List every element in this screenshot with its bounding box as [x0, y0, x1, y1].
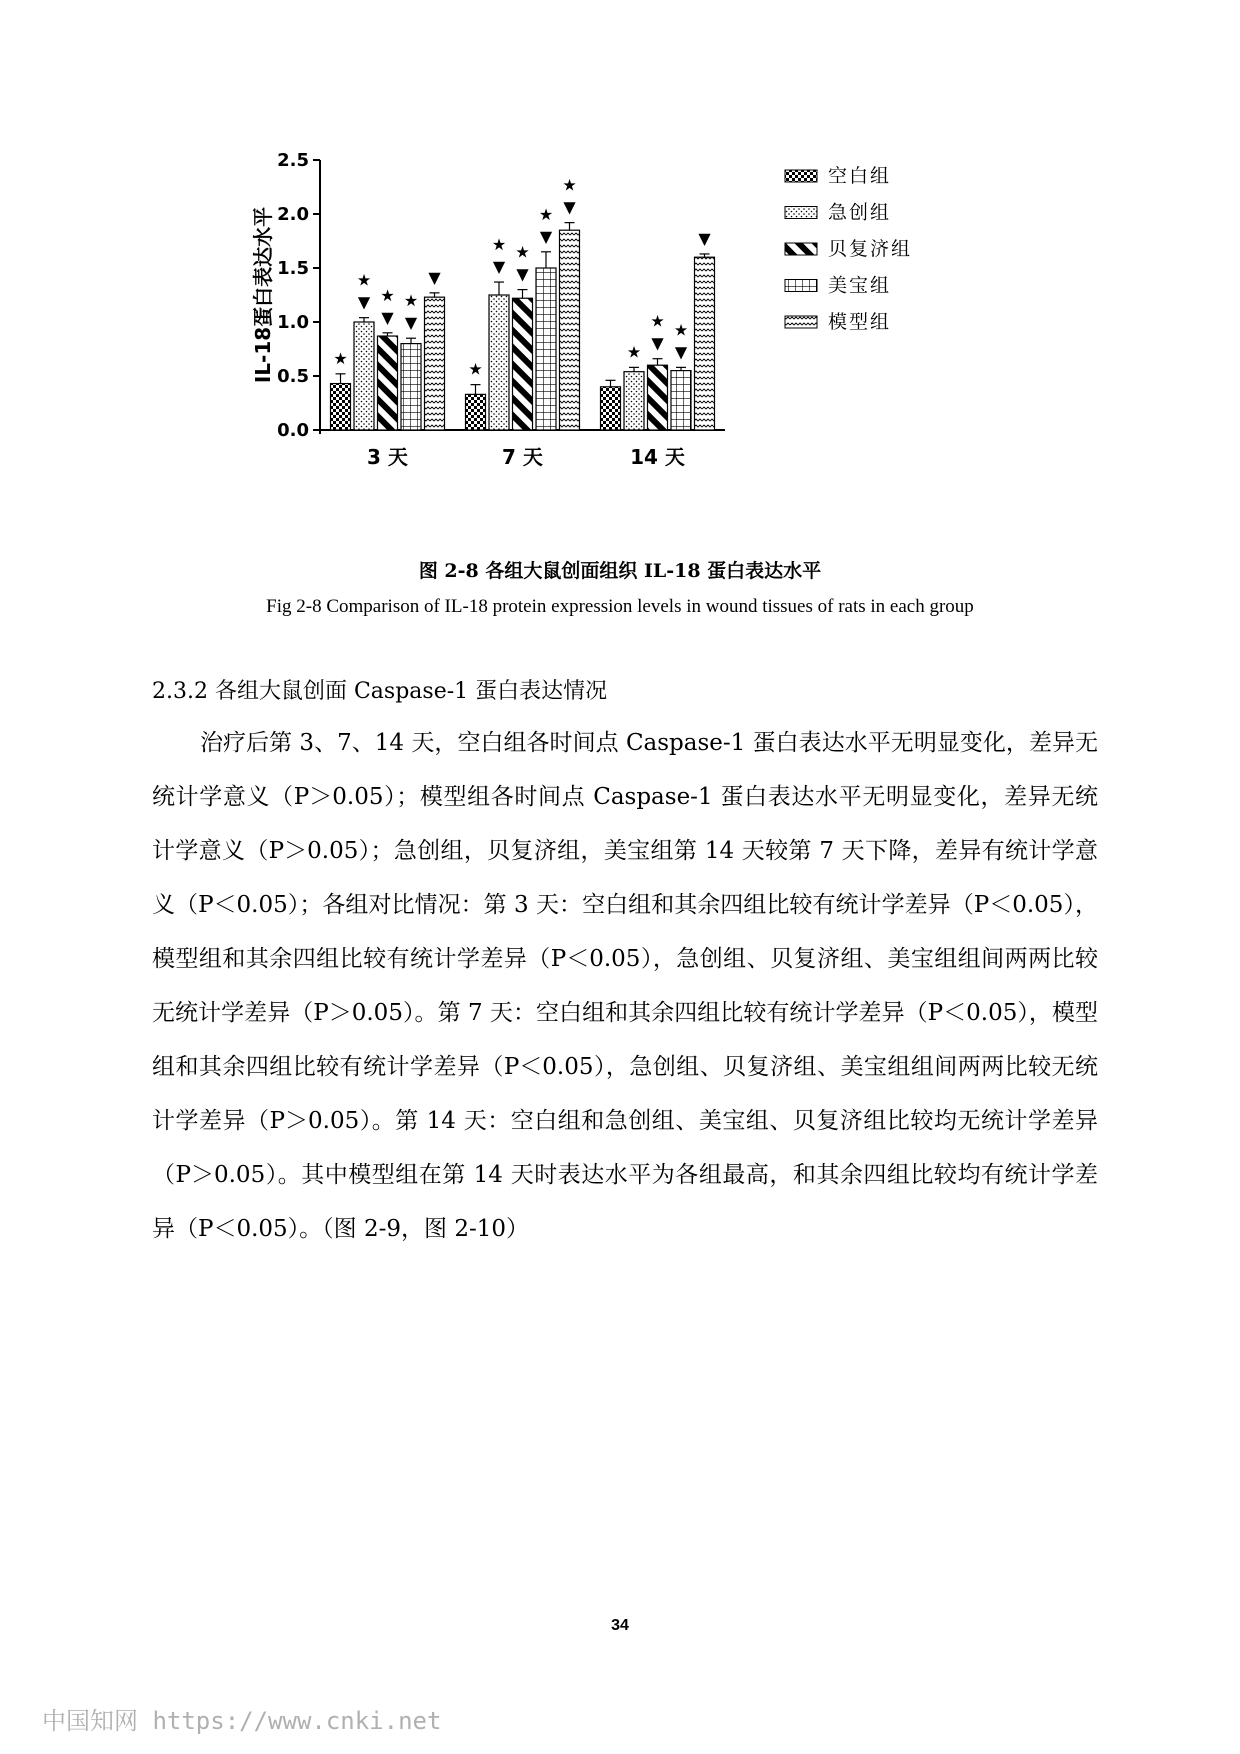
bar — [560, 230, 580, 430]
significance-mark: ★ — [626, 342, 642, 362]
legend-swatch — [785, 280, 817, 292]
legend-label: 模型组 — [828, 311, 892, 333]
y-tick-label: 1.5 — [277, 258, 309, 279]
bar — [695, 257, 715, 430]
legend-label: 急创组 — [828, 201, 892, 224]
significance-mark: ★ — [380, 285, 395, 305]
bar — [624, 372, 644, 430]
significance-mark: ▼ — [539, 226, 553, 246]
cnki-watermark: 中国知网 https://www.cnki.net — [42, 1707, 442, 1735]
significance-mark: ▼ — [357, 292, 371, 312]
x-tick-label: 3 天 — [367, 445, 408, 469]
x-tick-label: 7 天 — [502, 445, 543, 469]
bar — [331, 384, 351, 430]
bar — [536, 268, 556, 430]
legend-label: 贝复济组 — [828, 238, 913, 260]
significance-mark: ▼ — [698, 228, 711, 248]
significance-mark: ▼ — [492, 257, 506, 277]
bar — [513, 298, 533, 430]
section-heading: 2.3.2 各组大鼠创面 Caspase-1 蛋白表达情况 — [152, 679, 608, 704]
significance-mark: ★ — [538, 204, 554, 224]
y-tick-label: 2.5 — [277, 150, 309, 171]
significance-mark: ★ — [403, 291, 419, 311]
legend-swatch — [785, 207, 817, 219]
y-tick-label: 0.5 — [277, 366, 309, 387]
y-tick-label: 0.0 — [277, 420, 309, 441]
y-tick-label: 1.0 — [277, 312, 309, 333]
legend-swatch — [785, 316, 817, 328]
legend-swatch — [785, 243, 817, 255]
page-number: 34 — [611, 1617, 629, 1634]
significance-mark: ★ — [333, 348, 348, 368]
figure-caption-cn: 图 2-8 各组大鼠创面组织 IL-18 蛋白表达水平 — [418, 560, 822, 582]
significance-mark: ★ — [650, 311, 665, 331]
significance-mark: ▼ — [428, 267, 441, 287]
significance-mark: ★ — [562, 175, 577, 195]
y-tick-label: 2.0 — [277, 204, 309, 225]
y-axis-title: IL-18蛋白表达水平 — [251, 206, 275, 384]
significance-mark: ★ — [491, 235, 507, 255]
significance-mark: ▼ — [563, 197, 576, 217]
significance-mark: ★ — [468, 359, 483, 379]
bar — [489, 295, 509, 430]
bar — [466, 394, 486, 430]
chart-plot-area — [251, 150, 912, 469]
significance-mark: ▼ — [381, 307, 394, 327]
significance-mark: ▼ — [404, 313, 418, 333]
legend-label: 空白组 — [828, 165, 892, 187]
x-tick-label: 14 天 — [630, 445, 685, 469]
bar — [354, 322, 374, 430]
il18-bar-chart — [251, 150, 1070, 540]
significance-mark: ▼ — [651, 333, 664, 353]
significance-mark: ★ — [515, 242, 530, 262]
legend-swatch — [785, 170, 817, 182]
figure-caption-en: Fig 2-8 Comparison of IL-18 protein expression levels in wound tissues of rats in each group — [266, 596, 974, 617]
bar — [425, 297, 445, 430]
significance-mark: ▼ — [674, 342, 688, 362]
bar — [648, 365, 668, 430]
significance-mark: ★ — [356, 270, 372, 290]
significance-mark: ★ — [673, 320, 689, 340]
bar — [671, 371, 691, 430]
significance-mark: ▼ — [516, 264, 529, 284]
bar — [378, 336, 398, 430]
bar — [401, 344, 421, 430]
body-paragraph: 治疗后第 3、7、14 天，空白组各时间点 Caspase-1 蛋白表达水平无明显变化，差异无统计学意义（P＞0.05）；模型组各时间点 Caspase-1 蛋白表达水平无明显变化，差异无统计学意义（P＞0.05）；急创组，贝复济组，美宝组第 14 天较第 7 天下降，差异有统计学意义（P＜0.05）；各组对比情况：第 3 天：空白组和其余四组比较有统计学差异（P＜0.05），模型组和其余四组比较有统计学差异（P＜0.05），急创组、贝复济组、美宝组组间两两比较无统计学差异（P＞0.05）。第 7 天：空白组和其余四组比较有统计学差异（P＜0.05），模型组和其余四组比较有统计学差异（P＜0.05），急创组、贝复济组、美宝组组间两两比较无统计学差异（P＞0.05）。第 14 天：空白组和急创组、美宝组、贝复济组比较均无统计学差异（P＞0.05）。其中模型组在第 14 天时表达水平为各组最高，和其余四组比较均有统计学差异（P＜0.05）。（图 2-9，图 2-10） — [152, 730, 1098, 1242]
legend-label: 美宝组 — [828, 274, 892, 297]
bar — [601, 387, 621, 430]
